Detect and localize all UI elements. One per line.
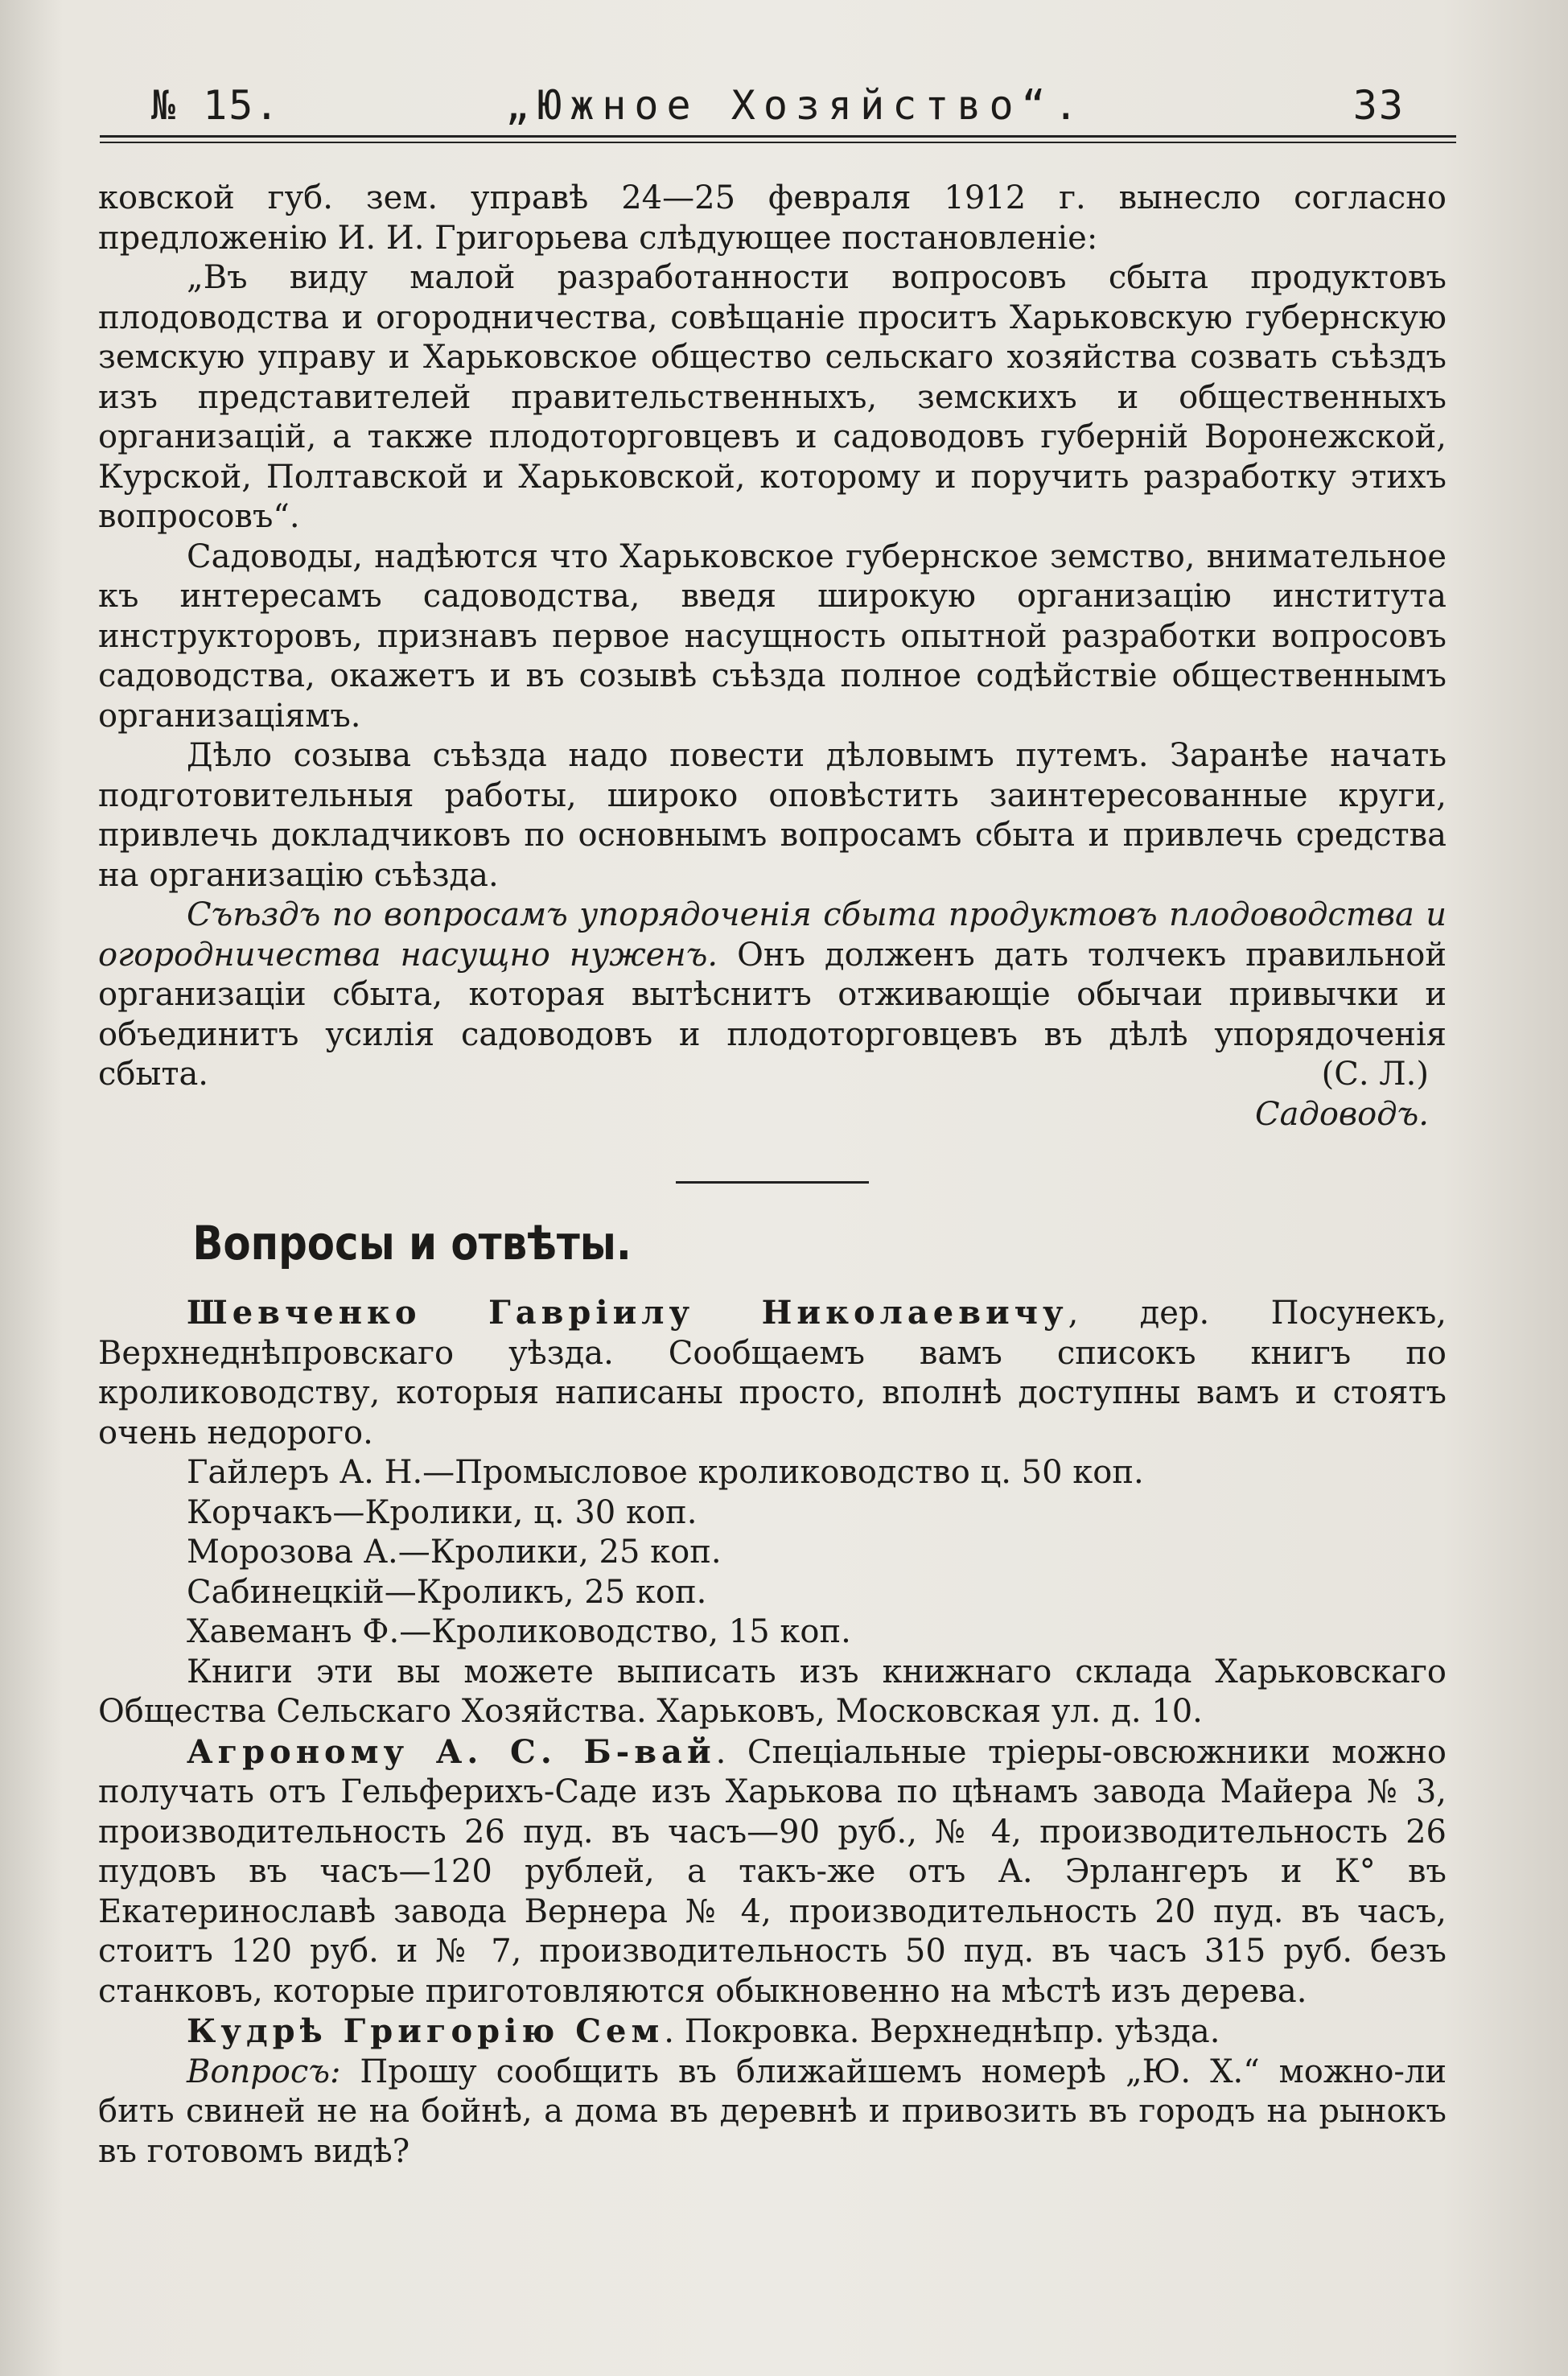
paragraph-resolution-quote: „Въ виду малой разработанности вопросовъ сбыта продуктовъ плодоводства и огородничества, совѣщаніе проситъ Харьковскую губернскую земскую управу и Харьковское общество сельскаго хозяйства созвать съѣздъ изъ представителей правительственныхъ, земскихъ и общественныхъ организацій, а также плодоторговцевъ и садоводовъ губерній Воронежской, Курской, Полтавской и Харьковской, которому и поручить разработку этихъ вопросовъ“. <box>98 259 1447 535</box>
book-item: Хавеманъ Ф.—Кролиководство, 15 коп. <box>187 1613 851 1650</box>
book-item: Сабинецкій—Кроликъ, 25 коп. <box>187 1573 707 1611</box>
answer-text: . Спеціальные тріеры-овсюжники можно получать отъ Гельферихъ-Саде изъ Харькова по цѣнамъ завода Майера № 3, производительность 26 пуд. въ часъ—90 руб., № 4, производительность 26 пудовъ въ часъ—120 рублей, а такъ-же отъ А. Эрлангеръ и К° въ Екатеринославѣ завода Вернера № 4, производительность 20 пуд. въ часъ, стоитъ 120 руб. и № 7, производительность 50 пуд. въ часъ 315 руб. безъ станковъ, которые приготовляются обыкновенно на мѣстѣ изъ дерева. <box>98 1733 1447 2010</box>
body-text <box>98 179 1447 2172</box>
addressee-name: Кудрѣ Григорію Сем <box>187 2012 665 2050</box>
answer-text: . Покровка. Верхнеднѣпр. уѣзда. <box>664 2013 1220 2050</box>
answer-shevchenko-tail: Книги эти вы можете выписать изъ книжнаго склада Харьковскаго Общества Сельскаго Хозяйства. Харьковъ, Московская ул. д. 10. <box>98 1653 1447 1730</box>
conclusion-text: Онъ долженъ дать толчекъ правильной организаціи сбыта, которая вытѣснитъ отживающіе обычаи привычки и объединитъ усилія садоводовъ и плодоторговцевъ въ дѣлѣ упорядоченія сбыта. <box>98 936 1447 1093</box>
answer-agronomist <box>98 1732 1447 2012</box>
running-header <box>103 74 1447 138</box>
paragraph-conclusion <box>98 896 1447 1095</box>
answer-kudra <box>98 2012 1447 2053</box>
book-item: Гайлеръ А. Н.—Промысловое кролиководство ц. 50 коп. <box>187 1454 1144 1491</box>
header-rule-bottom <box>100 142 1456 143</box>
author-signature: Садоводъ. <box>1255 1095 1429 1133</box>
answer-text: , дер. Посунекъ, Верхнеднѣпровскаго уѣзда. Сообщаемъ вамъ списокъ книгъ по кролиководству, которыя написаны просто, вполнѣ доступны вамъ и стоятъ очень недорого. <box>98 1295 1447 1452</box>
section-separator <box>676 1181 869 1184</box>
author-initials: (С. Л.) <box>1321 1056 1429 1093</box>
answer-shevchenko <box>98 1293 1447 1453</box>
header-rule-top <box>100 135 1456 138</box>
issue-number: № 15. <box>151 82 281 129</box>
conclusion-italic: Съѣздъ по вопросамъ упорядоченія сбыта продуктовъ плодоводства и огородничества насущно нуженъ. <box>98 896 1447 974</box>
question-text: Прошу сообщить въ ближайшемъ номерѣ „Ю. Х.“ можно-ли бить свиней не на бойнѣ, а дома въ деревнѣ и привозить въ городъ на рынокъ въ готовомъ видѣ? <box>98 2053 1447 2170</box>
journal-title: „Южное Хозяйство“. <box>505 82 1086 129</box>
question-label: Вопросъ: <box>187 2053 341 2090</box>
addressee-name: Шевченко Гавріилу Николаевичу <box>187 1294 1068 1332</box>
book-item: Морозова А.—Кролики, 25 коп. <box>187 1534 722 1571</box>
question-kudra <box>98 2053 1447 2172</box>
paragraph-continued: ковской губ. зем. управѣ 24—25 февраля 1912 г. вынесло согласно предложенію И. И. Григорьева слѣдующее постановленіе: <box>98 179 1447 257</box>
book-item: Корчакъ—Кролики, ц. 30 коп. <box>187 1493 698 1531</box>
addressee-name: Агроному А. С. Б-вай <box>187 1732 716 1771</box>
paragraph-zemstvo: Садоводы, надѣются что Харьковское губернское земство, внимательное къ интересамъ садоводства, введя широкую организацію института инструкторовъ, признавъ первое насущность опытной разработки вопросовъ садоводства, окажетъ и въ созывѣ съѣзда полное содѣйствіе общественнымъ организаціямъ. <box>98 537 1447 735</box>
section-heading: Вопросы и отвѣты. <box>192 1216 632 1270</box>
page-number: 33 <box>1352 82 1405 129</box>
paragraph-congress-preparation: Дѣло созыва съѣзда надо повести дѣловымъ путемъ. Заранѣе начать подготовительныя работы, широко оповѣстить заинтересованные круги, привлечь докладчиковъ по основнымъ вопросамъ сбыта и привлечь средства на организацію съѣзда. <box>98 737 1447 894</box>
book-list <box>98 1453 1447 1653</box>
